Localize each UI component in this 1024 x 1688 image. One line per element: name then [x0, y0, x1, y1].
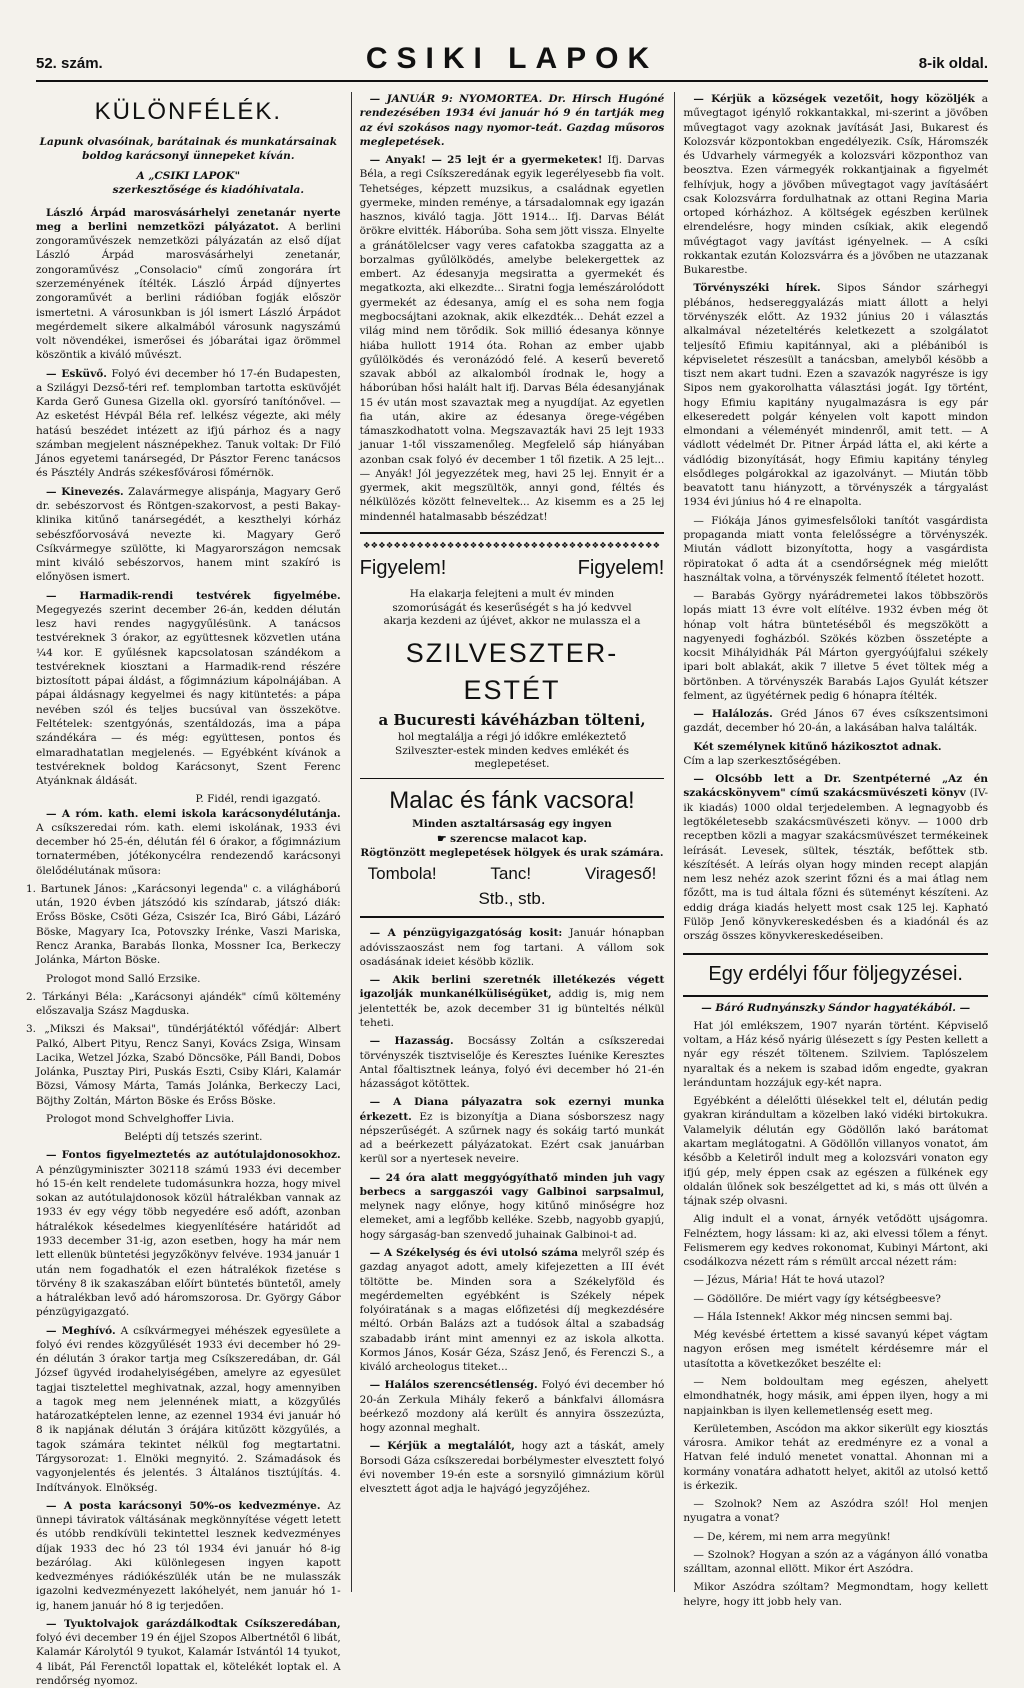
article-court-2: — Fiókája János gyimesfelsőloki tanítót vasgárdista propaganda miatt vonta felelősségre a törvényszék. Miután vádlott bizonyította, hogy a vasgárdista röpiratokat ő adta át a csendőrségnek még mielőtt használtak volna, a törvényszék felmentő ítéletet hozott.	[683, 514, 989, 584]
article-accident: — Halálos szerencsétlenség. Folyó évi december hó 20-án Zerkula Mihály fekerő a bánkfalvi állomásra beérkező mozdony alá került és annyira összezúzta, hogy azonnal meghalt.	[359, 1379, 665, 1435]
article-diana: — A Diana pályazatra sok ezernyi munka érkezett. Ez is bizonyítja a Diana sósborszesz nagy népszerűségét. A szűrnek nagy és sokáig tartó munkát ad a beérkezett pályázatokat. Ezért csak januárban kerül sor a nyertesek neveire.	[359, 1096, 665, 1166]
article-sheep: — 24 óra alatt meggyógyíthatő minden juh vagy berbecs a sarggaszói vagy Galbinoi sarpsalmul, melynek nagy előnye, hogy kitűnő minőségre hoz elemeket, ami a legfőbb kelléke. Szebb, nagyobb gyapjú, hogy sárgaság-ban szenvedő juhainak Galbinoi-t ad.	[359, 1171, 665, 1241]
pointing-hand-icon: ☛	[437, 832, 451, 845]
article-car-owners: — Fontos figyelmeztetés az autótulajdonosokhoz. A pénzügyminiszter 302118 számú 1933 évi december hó 15-én kelt rendelete tudomásunkra hozza, hogy mivel sokan az autótulajdonosok közül hátralékban vannak az 1933 év egy végy több negyedére eső adóft, azonban hátralékok késedelmes kiegyenlítésére határidőt ad 1933 december 31-ig, azon esetben, hogy ha már nem lett ellenük büntetési jegyzőkönyv felvéve. 1934 január 1 után nem fogadhatók el ezen hátralékok fizetése s törvény 8 ik szakaszában előírt büntetés büntetől, amely a hátralékban levő adó háromszorosa. Dr. György Gábor pénzügyigazgató.	[36, 1149, 341, 1319]
article-post: — A posta karácsonyi 50%-os kedvezménye. Az ünnepi táviratok váltásának megkönnyítése végett letett és utóbb rendkívüli tekintettel lesznek kedvezményes díjak 1933 dec hó 23 tól 1934 évi január hó 8-ig bezárólag. Aki különlegesen ingyen kapott kedvezményes rádiókészülék után be ne mulasszák igazolni kedvezményezett lakóhelyét, nem január hó 1-ig, hanem január hó 8 ig terjedően.	[36, 1499, 341, 1612]
article-court-3: — Barabás György nyárádremetei lakos többszörös lopás miatt 13 évre volt elítélve. 1932 évben még öt hónap volt hátra büntetéséből és megszökött a nagyenyedi fogházból. Szökés közben összetépte a kocsit Mihályidhák Pál Márton gyergyóújfalui székely ipari bolt ablakát, akik 7 illetve 5 évet töltek még a börtönben. A törvényszék Barabás Lajos Gyulát kétszer felment, az ügyétérnek pedig 6 hónapra ítélték.	[683, 590, 989, 702]
ad-attention-right: Figyelem!	[577, 556, 665, 579]
column-1	[26, 92, 341, 1687]
ad-attention-left: Figyelem!	[359, 556, 447, 579]
ad-intro: Ha elakarja felejteni a mult év minden szomorúságát és keserűségét s ha jó kedvvel akarja kezdeni az újévet, akkor ne mulassza el a	[383, 588, 641, 628]
ad-attention-row	[360, 555, 665, 582]
advertisement-szilveszter	[360, 532, 665, 918]
feature-paragraph-4: Még kevésbé értettem a kissé savanyú képet vágtam nagyon erősen meg ismételt kérdésemre már el utasította a következőket beszélte el:	[683, 1329, 989, 1370]
article-court-news: Törvényszéki hírek. Sipos Sándor szárhegyi plébános, hedsereggyalázás miatt állott a helyi törvényszék előtt. Az 1932 június 20 i választás alkalmával nézeteltérés keletkezett a szolgálatot teljesítő Efimiu kapitánnyal, aki a plébániból is képviseletet részesült a tanácsban, amelyből késöbb a tiszt nem akart tudni. Ezen a szavazók nagyrésze is igy Sipos nem gyakorolhatta választási jogát. Igy történt, hogy Efimiu kapitány nyugalmazásra is egy pár elkeseredett polgár kényelen volt kapott mindon elmondani a véleményét mindenről, amit tett. — A vádlott védelmét Dr. Pitner Árpád látta el, aki kérte a vádlódig bizonyítását, hogy Efimiu kapitány tényleg elsődleges polgárokkal az igazolványt. — Miután több beavatott tanu hiányzott, a törvényszék a tárgyalást 1934 évi június hó 4 re elnapolta.	[683, 282, 989, 509]
article-nyomortea: — JANUÁR 9: NYOMORTEA. Dr. Hirsch Hugóné rendezésében 1934 évi január hó 9 én tartják meg az évi szokásos nagy nyomor-teát. Gazdag műsoros meglepetések.	[359, 93, 665, 148]
ad-flowers: Virageső!	[584, 864, 657, 884]
program-item-1: 1. Bartunek János: „Karácsonyi legenda" c. a világháború után, 1920 évben játszódó kis színdarab, játszó diák: Erőss Böske, Csöti Géza, Csiszér Ica, Biró Gábi, Lázáró Böske, Magyary Ica, Potovszky Irénke, Vaszi Mariska, Rencz Aranka, Barabás Ilonka, Mossner Ica, Berkeczy Jolánka, Márton Böske.	[26, 882, 341, 967]
columns	[26, 92, 989, 1687]
ad-headline: SZILVESZTER-ESTÉT	[405, 638, 619, 705]
article-lost-item: — Kérjük a megtalálót, hogy azt a táskát, amely Borsodi Gáza csíkszeredai borbélymester elvesztett folyó évi november 19-én este a sorsnyiló gimnázium körül elvesztett ágot adja le hajvágó jegyzőjéhez.	[359, 1440, 665, 1496]
feature-subtitle: — Báró Rudnyánszky Sándor hagyatékából. —	[701, 1001, 971, 1014]
feature-dialogue-5: — De, kérem, mi nem arra megyünk!	[693, 1530, 891, 1543]
program-item-3: 3. „Mikszi és Maksai", tündérjátéktól vőfédjár: Albert Palkó, Albert Pityu, Rencz Sanyi, Kovács Zsiga, Winsam Lacika, Wetzel Józka, Szabó Döncsöke, Páll Bandi, Dobos Jolánka, Pusztay Piri, Puskás Eszti, Csiby Klári, Kalamár Bözsi, Vámosy Márta, Tamás Jolánka, Berkeczy Laci, Böjthy Zoltán, Márton Böske és Erőss Böske.	[26, 1023, 341, 1107]
ad-bold-2: ☛ szerencse malacot kap.	[437, 832, 587, 845]
greeting: Lapunk olvasóinak, barátainak és munkatársainak boldog karácsonyi ünnepeket kíván.	[39, 135, 338, 162]
ad-bold-3: Rögtönzött meglepetések hölgyek és urak számára.	[360, 846, 664, 859]
section-heading: KÜLÖNFÉLÉK.	[94, 98, 283, 125]
program-entry-fee: Belépti díj tetszés szerint.	[124, 1131, 263, 1144]
article-marriage: — Hazasság. Bocsássy Zoltán a csíkszeredai törvényszék tisztviselője és Keresztes Iuénike Keresztes Antal főaltisztnek leánya, folyó évi december hó 21-én házasságot kötöttek.	[359, 1035, 665, 1091]
feature-paragraph-7: Mikor Aszódra szóltam? Megmondtam, hogy kellett helyre, hogy itt jobb hely van.	[683, 1581, 989, 1608]
ad-program-row	[360, 860, 665, 887]
article-signature: P. Fidél, rendi igazgató.	[195, 793, 321, 806]
feature-paragraph-1: Hat jól emlékszem, 1907 nyarán történt. Képviselő voltam, a Ház késő nyárig ülésezett s így Pesten kellett a nyár egy részét töltenem. Szilviem. Taplószelem nyaraltak és a nekem is szabad időm engedte, gyakran leránduntam hozzájuk egy-két napra.	[683, 1019, 989, 1089]
column-3	[674, 92, 989, 1608]
newspaper-title: CSIKI LAPOK	[365, 42, 659, 75]
page-number: 8-ik oldal.	[918, 55, 988, 72]
article-school-christmas: — A róm. kath. elemi iskola karácsonydélutánja. A csíkszeredai róm. kath. elemi iskolának, 1933 évi december hó 25-én, délután fél 6 órakor, a főgimnázium tornatermében, jótékonycélra rendezendő karácsonyi ölelődélutának műsora:	[36, 807, 341, 877]
feature-dialogue-2: — Gödöllőre. De miért vagy így kétségbeesve?	[693, 1292, 941, 1305]
ad-info: hol megtalálja a régi jó időkre emlékeztető Szilveszter-estek minden kedves emlékét és meglepetéset.	[395, 730, 630, 771]
feature-paragraph-3: Alig indult el a vonat, árnyék vetődött ujságomra. Felnéztem, hogy lássam: ki az, aki elvessi tőlem a fényt. Felismerem egy kedves rokonomat, Kubinyi Mártont, aki csodálkozva nézett rám s rémült arccal nézett rám:	[683, 1213, 989, 1269]
feature-paragraph-6: Kerületemben, Ascódon ma akkor sikerült egy kiosztás városra. Amikor tehát az eredményre ez a vonal a Hatvan felé induló menetet vonattal. Ahonnan mi a kormány vonatára adhatott helyet, akitől az utolsó kettő is érkezik.	[683, 1422, 989, 1492]
signature-line-1: A „CSIKI LAPOK"	[136, 170, 241, 183]
article-cookbook: — Olcsóbb lett a Dr. Szentpéterné „Az én szakácskönyvem" című szakácsmüvészeti könyv (IV-ik kiadás) 1000 oldal terjedelemben. A legnagyobb és legtökéletesebb szakácsmüvészeti könyv. — 1000 drb receptben közli a magyar szakácsmüvészet termékeinek leírását. Levesek, sültek, tészták, befőttek stb. készítését. A leírás olyan hogy minden recept alapján nem lesz nehéz azok szerint főzni és a mai átlag nem főzőtt, ma is tud általa főzni és süteményt készíteni. Az eddig drága kiadás helyett most csak 125 lej. Kapható Fülöp Jenő könyvkereskedésben és a kiadónál és az ország összes könyvkereskedéseiben.	[683, 773, 989, 943]
article-laszlo: László Árpád marosvásárhelyi zenetanár nyerte meg a berlini nemzetközi pályázatot. A berlini zongoraművészek nemzetközi pályázatán az első díjat László Árpád marosvásárhelyi zenetanár, zongoraművész „Consolacio" című zongorára írt szerzeményének ítélték. László Árpád díjnyertes zongoraművét a berlini rádióban fogják először ismertetni. A városunkban is jól ismert László Árpádot megérdemelt sikere alkalmából városunk nagyszámú volt növendékei, ismerősei és jóbarátai igaz örömmel köszöntik a kiváló művészt.	[36, 206, 341, 362]
feature-dialogue-3: — Hála Istennek! Akkor még nincsen semmi baj.	[693, 1310, 953, 1323]
ad-dinner: Malac és fánk vacsora!	[360, 778, 665, 818]
article-third-order: — Harmadik-rendi testvérek figyelmébe. Megegyezés szerint december 26-án, kedden délután lesz havi rendes nagygyűlésünk. A tanácsos testvéreknek 3 órakor, az együttesnek közvetlen utána ¼4 kor. E gyűlésnek kapcsolatosan szándékom a testvéreknek kiosztani a Harmadik-rend részére biztosított pápai áldást, a főgimnázium kápolnájában. A pápai áldásnagy kegyelmei és nagy kitüntetés: a pápa nevében szól és teljes bucsúval van összekötve. Feltételek: szentgyónás, szentáldozás, ima a pápa szándékára — és még: együttesen, pontos és elmaradhatatlan megjelenés. — Egyébként kívánok a testvéreknek boldog Karácsonyt, Szent Ferenc Atyánknak áldását.	[36, 589, 341, 788]
ad-dance: Tanc!	[490, 864, 532, 884]
program-item-1b: Prologot mond Salló Erzsike.	[46, 972, 201, 985]
article-prosthetics: — Kérjük a községek vezetőit, hogy közöljék a művegtagot igénylő rokkantakkal, mi-szerint a jövőben művegtagot vagy azoknak javítását Jasi, Bukarest és Kolozsvár központokban engedélyezik. Csík, Háromszék és Udvarhely vármegyék a kolozsvári központhoz van beosztva. Ezen vármegyék rokkantjainak a figyelmét felhívjuk, hogy a jövőben művegtagot vagy javításáért csak Kolozsvárra fordulhatnak az ottani Regina Maria ortoped kórházhoz. A költségek egészben kerülnek elrendelésre, hogy minden csíkiak, akik elegendő művégtagot vagy javítást igényelnek. — A csíki rokkantak ezután Kolozsvárra és a jövőben ne utazzanak Bukarestbe.	[683, 93, 989, 277]
ad-decoration: ❖❖❖❖❖❖❖❖❖❖❖❖❖❖❖❖❖❖❖❖❖❖❖❖❖❖❖❖❖❖❖❖❖❖❖❖❖❖❖	[363, 537, 661, 551]
feature-dialogue-4: — Szolnok? Nem az Aszódra szól! Hol menjen nyugatra a vonat?	[683, 1498, 989, 1525]
article-szekelyseg: — A Székelység és évi utolsó száma melyről szép és gazdag anyagot adott, amely kifejezetten a III évét töltötte be. Minden sora a Székelyföld és megérdemelten egyébként is Székely népek folyóiratának s a magas előfizetési díj megkezdésére méltó. Orbán Balázs azt a tudósok által a szabadság szabadabb iránt mint amennyi ez az iskola alkotta. Kormos János, Kosár Géza, Szász Jenő, és Ferenczi S., a kiváló archeologus titeket...	[359, 1247, 665, 1374]
ad-tombola: Tombola!	[367, 864, 437, 884]
program-item-3b: Prologot mond Schvelghoffer Livia.	[46, 1112, 235, 1125]
ad-bold-1: Minden asztaltársaság egy ingyen	[412, 818, 612, 831]
article-unemployment: — Akik berlini szeretnék illetékezés végett igazolják munkanélküliségüket, addig is, mig nem jelentették be, azok december 31 ig bünteltés nélkül teheti.	[359, 974, 665, 1030]
article-appointment: — Kinevezés. Zalavármegye alispánja, Magyary Gerő dr. sebészorvost és Röntgen-szakorvost, a pesti Bakay-klinika kitűnő tanársegédét, a keszthelyi kórház sebészfőorvosává nevezte ki. Magyary Gerő Csíkvármegye szülötte, ki Magyarországon nemcsak mint kiváló sebészorvos, hanem mint szakíró is előnyösen ismert.	[36, 485, 341, 584]
article-boarding: Két személynek kitűnő házikosztot adnak. Cím a lap szerkesztőségében.	[683, 740, 942, 767]
article-wedding: — Esküvő. Folyó évi december hó 17-én Budapesten, a Szilágyi Dezső-téri ref. templomban tartotta esküvőjét Karda Gerő Gunesa Gizella okl. gyorsíró tanítónővel. — Az esketést Hévpál Béla ref. lelkész végezte, aki mély hatású beszédet intézett az ifjú párhoz és a nagy számban megjelent násznépekhez. Tanuk voltak: Dr Filó János egyetemi tanársegéd, Dr Pásztor Ferenc tanácsos és Pásztély András székesfővárosi főmérnök.	[36, 367, 341, 480]
program-item-2: 2. Tárkányi Béla: „Karácsonyi ajándék" című költemény előszavalja Szász Magduska.	[26, 990, 341, 1018]
ad-venue: a Bucuresti kávéházban tölteni,	[378, 711, 646, 730]
article-invitation: — Meghívó. A csíkvármegyei méhészek egyesülete a folyó évi rendes közgyűlését 1933 évi december hó 29-én délután 3 órakor tartja meg Csíkszeredában, dr. Gál József ügyvéd irodahelyiségében, amelyre az egyesület tagjai tisztelettel meghivatnak, azzal, hogy amennyiben a tagok meg nem jelennének miatt, a közgyűlés határozatképtelen lenne, az ezennel 1934 évi január hó 8 ik napjának délután 3 órájára kitűzött közgyűlés, a tagok számára tekintet nélkül fog megtartatni. Tárgysorozat: 1. Elnöki megnyitó. 2. Számadások és vagyonjelentés és jelentés. 3 Általános tisztújítás. 4. Indítványok. Elnökség.	[36, 1324, 341, 1494]
column-2	[351, 92, 665, 1592]
issue-number: 52. szám.	[36, 55, 103, 72]
feature-dialogue-6: — Szolnok? Hogyan a szón az a vágányon álló vonatba szálltam, azonnal ellött. Mikor ért Aszódra.	[683, 1548, 989, 1576]
feature-title: Egy erdélyi főur följegyzései.	[683, 953, 988, 996]
article-death: — Halálozás. Gréd János 67 éves csíkszentsimoni gazdát, december hó 20-án, a lakásában halva találták.	[683, 708, 989, 735]
signature-line-2: szerkesztősége és kiadóhivatala.	[112, 184, 304, 197]
ad-etc: Stb., stb.	[478, 889, 546, 909]
masthead	[36, 42, 988, 82]
feature-paragraph-5: — Nem boldoultam meg egészen, ahelyett elmondhatnék, hogy másik, ami éppen ilyen, hogy a mi napjainkban is ilyen kellemetlenség esett meg.	[683, 1375, 989, 1417]
article-tax-office: — A pénzügyigazgatóság kosit: Január hónapban adóvisszaoszást nem fog tartani. A vállom sok osadásának ideiet késöbb közlik.	[359, 927, 665, 968]
article-mothers: — Anyak! — 25 lejt ér a gyermeketeк! Ifj. Darvas Béla, a regi Csíkszeredának egyik legerélyesebb fia volt. Tehetséges, képzett muzsikus, a családnak egyetlen gyermeke, minden reménye, a társadalomnak egy igazán hasznos, kiváló tagja. Jött 1914... Ifj. Darvas Bélát örökre elvitték. Háborúba. Soha sem jött vissza. Elnyelte a gránátölelcser vagy veres cafatokba szaggatta az a borzalmas gyűlölködés, amelybe belekergettek az embert. Az édesanyja megsiratta a gyermekét és megatkozta, aki elkezdte... Siratni fogja lemészárolódott gyermekét az édesanya, amíg el es soha nem fogja megbocsájtani azoknak, akik elkezdték... Dehát ezzel a világ mind nem törődik. Sok millió édesanya könnye hiába hullott 1914 óta. Rohan az ember ujabb gyűlölködés és veronázódó felé. A keserű beverető szavak abból az alkalomból írodnak le, hogy a háborúban hősi halált halt ifj. Darvas Béla édesanyjának 15 év után most szavaztak meg a nyugdíjat. Az egyetlen fia után, akire az édesanya örege-végében támaszkodhatott volna. Megszavazták havi 25 lejt 1933 januar 1-től visszamenőleg. Megfelelő sáp hiányában azonban csak folyó év december 1 től fizetik. A 25 lejt... — Anyák! Jól jegyezzétek meg, havi 25 lej. Ennyit ér a gyermek, akit megszültök, annyi gond, féltés és nélkülözés között felneveltek... Az kisemm es a 25 lej mindennél hatalmasabb bészédzat!	[359, 154, 665, 523]
feature-paragraph-2: Egyébként a délelőtti ülésekkel telt el, délután pedig gyakran kirándultam a közelben lakó vidéki birtokukra. Valamelyik délután egy Gödöllőn lakó barátomat akartam meglátogatni. A Gödöllőn villanyos vonatot, ám később a Keletiről indult meg a kolozsvári vonaton egy ifjú gép, mely éppen csak az egészen a fülkének egy oldalán ülőnek sok beszélgettet ad ki, s más ott ülvén a tájnak szép olvasni.	[683, 1095, 989, 1208]
feature-dialogue-1: — Jézus, Mária! Hát te hová utazol?	[693, 1274, 885, 1287]
article-chicken-thieves: — Tyuktolvajok garázdálkodtak Csíkszeredában, folyó évi december 19 én éjjel Szopos Albertnétől 6 libát, Kalamár Károlytól 9 tyukot, Kalamár Istvántól 14 tyukot, 4 libát, Pál Ferenctől lopattak el, kötelékét loptak el. A rendőrség nyomoz.	[36, 1617, 341, 1687]
greeting-signature	[36, 169, 341, 198]
